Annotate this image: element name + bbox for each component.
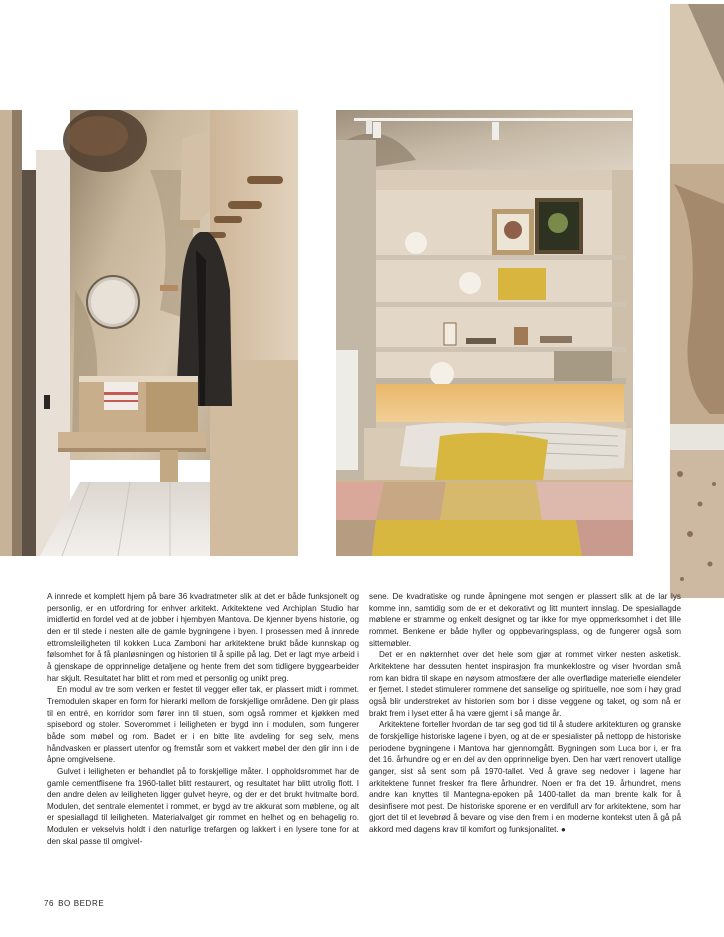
photo-washbasin <box>0 110 298 556</box>
article-paragraph: A innrede et komplett hjem på bare 36 kvadratmeter slik at det er både funksjonelt og personlig, er en utfordring for enhver arkitekt. Arkitektene ved Archiplan Studio har imidlertid en fordel ved at de jobber i hjembyen Mantova. De kjenner byens historie, og den er til stede i nesten alle de gamle bygningene i byen. I prosessen med å innrede ettromsleiligheten til kokken Luca Zamboni har arkitektene brukt både kunnskap og følsomhet for å få planløsningen og historien til å spille på lag. Det er lagt mye arbeid i å gjenskape de opprinnelige detaljene og hente frem det som tidligere byggearbeider har skjult. Resultatet har blitt et rom med et personlig og unikt preg. <box>47 592 359 683</box>
magazine-name: BO BEDRE <box>58 899 105 908</box>
article-paragraph <box>369 719 681 836</box>
article-paragraph: En modul av tre som verken er festet til vegger eller tak, er plassert midt i rommet. Tremodulen skaper en form for hierarki mellom de forskjellige områdene. Den gir plass til en entré, en korridor som fører inn til stuen, som også rommer et kjøkken med spisebord og stoler. Soverommet i leiligheten er bygd inn i modulen, som fungerer både som møbel og rom. Badet er i en bitte lite avdeling for seg selv, mens håndvasken er plassert utenfor og fremstår som et vakkert møbel der den glir inn i de åpne omgivelsene. <box>47 685 359 765</box>
washbasin-illustration <box>0 110 298 556</box>
page-number: 76 <box>44 899 55 908</box>
article-paragraph: Det er en nøkternhet over det hele som gjør at rommet virker nesten asketisk. Arkitektene har dessuten hentet inspirasjon fra munkeklostre og viser hvordan små rom kan bidra til skape en nøysom atmosfære der alle overflødige materielle eiendeler er fjernet. I stedet stimulerer rommene det sanselige og spirituelle, noe som i høy grad også blir understreket av historien som bor i disse veggene og taket, og som nå er brakt frem i lyset etter å ha være gjemt i så mange år. <box>369 650 681 718</box>
article-column-left <box>47 591 359 847</box>
bed-illustration <box>336 110 633 556</box>
photo-partial-right <box>670 4 724 598</box>
article-column-right <box>369 591 681 836</box>
article-paragraph: sene. De kvadratiske og runde åpningene mot sengen er plassert slik at de lar lys komme inn, samtidig som de er et dekorativt og litt muntert innslag. De spesiallagde møblene er stramme og enkelt designet og tar ikke for mye oppmerksomhet i det lille rommet. Benkene er både hyller og oppbevaringsplass, og de fungerer også som sittemøbler. <box>369 592 681 648</box>
photo-bed-alcove <box>336 110 633 556</box>
wall-fresco-illustration <box>670 4 724 598</box>
article-paragraph-text: Arkitektene forteller hvordan de tar seg god tid til å studere arkitekturen og granske de forskjellige historiske lagene i byen, og at de er spesialister på nettopp de historiske periodene bygningene i Mantova har gjennomgått. Bygningen som Luca bor i, er fra det 16. århundre og er en del av den opprinnelige byen. Den har vært renovert utallige ganger, sist så sent som på 1970-tallet. Ved å grave seg nedover i lagene har arkitektene funnet fresker fra flere århundrer. Noen er fra det 19. århundret, mens andre kan knyttes til Mantegna-epoken på 1400-tallet da man brente kalk for å desinfisere mot pest. De historiske sporene er en verdifull arv for arkitektene, som har gjort det til et levebrød å bevare og vise den frem i en moderne kontekst uten å gå på akkord med dagens krav til komfort og funksjonalitet. <box>369 720 681 835</box>
end-mark-icon: ● <box>560 825 566 835</box>
page-folio <box>44 899 104 908</box>
article-paragraph: Gulvet i leiligheten er behandlet på to forskjellige måter. I oppholdsrommet har de gamle cementflisene fra 1960-tallet blitt restaurert, og resultatet har blitt utrolig flott. I den andre delen av leiligheten ligger gulvet heyre, og der er det brukt hvitmalte bord. Modulen, det sentrale elementet i rommet, er bygd av tre akkurat som møblene, og alt er spesiallagd til leiligheten. Materialvalget gir rommet en helhet og en behagelig ro. Modulen er vekselvis holdt i den naturlige trefargen og lakkert i en lysere tone for at den skal passe til omgivel- <box>47 766 359 846</box>
